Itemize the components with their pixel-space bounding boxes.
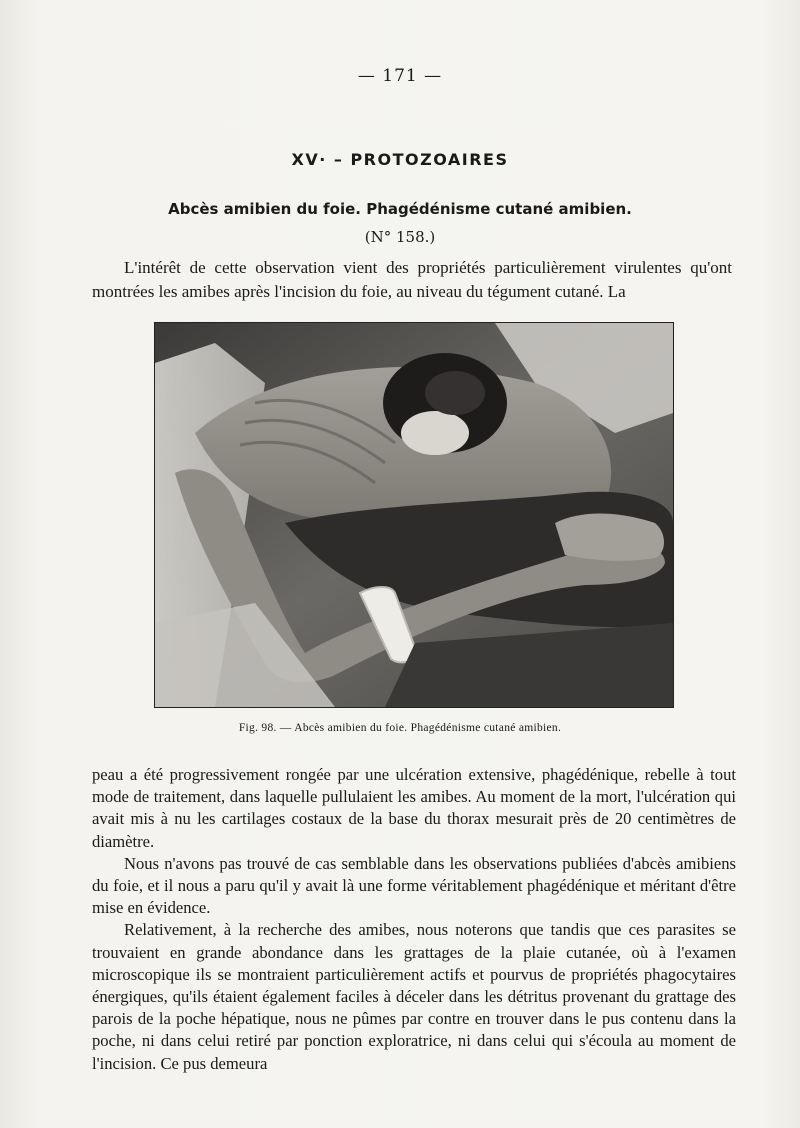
- intro-paragraph: L'intérêt de cette observation vient des propriétés particulièrement virulentes qu'ont montrées les amibes après l'incision du foie, au niveau du tégument cutané. La: [92, 258, 732, 301]
- observation-number: (N° 158.): [364, 228, 436, 246]
- body-text: [92, 764, 736, 1075]
- clinical-photograph: [154, 322, 674, 708]
- page-number: — 171 —: [357, 66, 443, 86]
- section-title: Abcès amibien du foie. Phagédénisme cutané amibien.: [168, 200, 632, 218]
- photograph-illustration: [155, 323, 673, 707]
- paragraph-3: Relativement, à la recherche des amibes, nous noterons que tandis que ces parasites se trouvaient en grande abondance dans les grattages de la plaie cutanée, où à l'examen microscopique ils se montraient particulièrement actifs et pourvus de propriétés phagocytaires énergiques, qu'ils étaient également faciles à déceler dans les détritus provenant du grattage des parois de la poche hépatique, nous ne pûmes par contre en trouver dans le pus contenu dans la poche, ni dans celui retiré par ponction exploratrice, ni dans celui qui s'écoula au moment de l'incision. Ce pus demeura: [92, 920, 736, 1073]
- paragraph-1: peau a été progressivement rongée par une ulcération extensive, phagédénique, rebelle à tout mode de traitement, dans laquelle pullulaient les amibes. Au moment de la mort, l'ulcération qui avait mis à nu les cartilages costaux de la base du thorax mesurait près de 20 centimètres de diamètre.: [92, 765, 736, 851]
- paragraph-2: Nous n'avons pas trouvé de cas semblable dans les observations publiées d'abcès amibiens du foie, et il nous a paru qu'il y avait là une forme véritablement phagédénique et méritant d'être mise en évidence.: [92, 853, 736, 918]
- chapter-title: XV· – PROTOZOAIRES: [291, 150, 509, 169]
- figure-caption: Fig. 98. — Abcès amibien du foie. Phagédénisme cutané amibien.: [238, 722, 562, 734]
